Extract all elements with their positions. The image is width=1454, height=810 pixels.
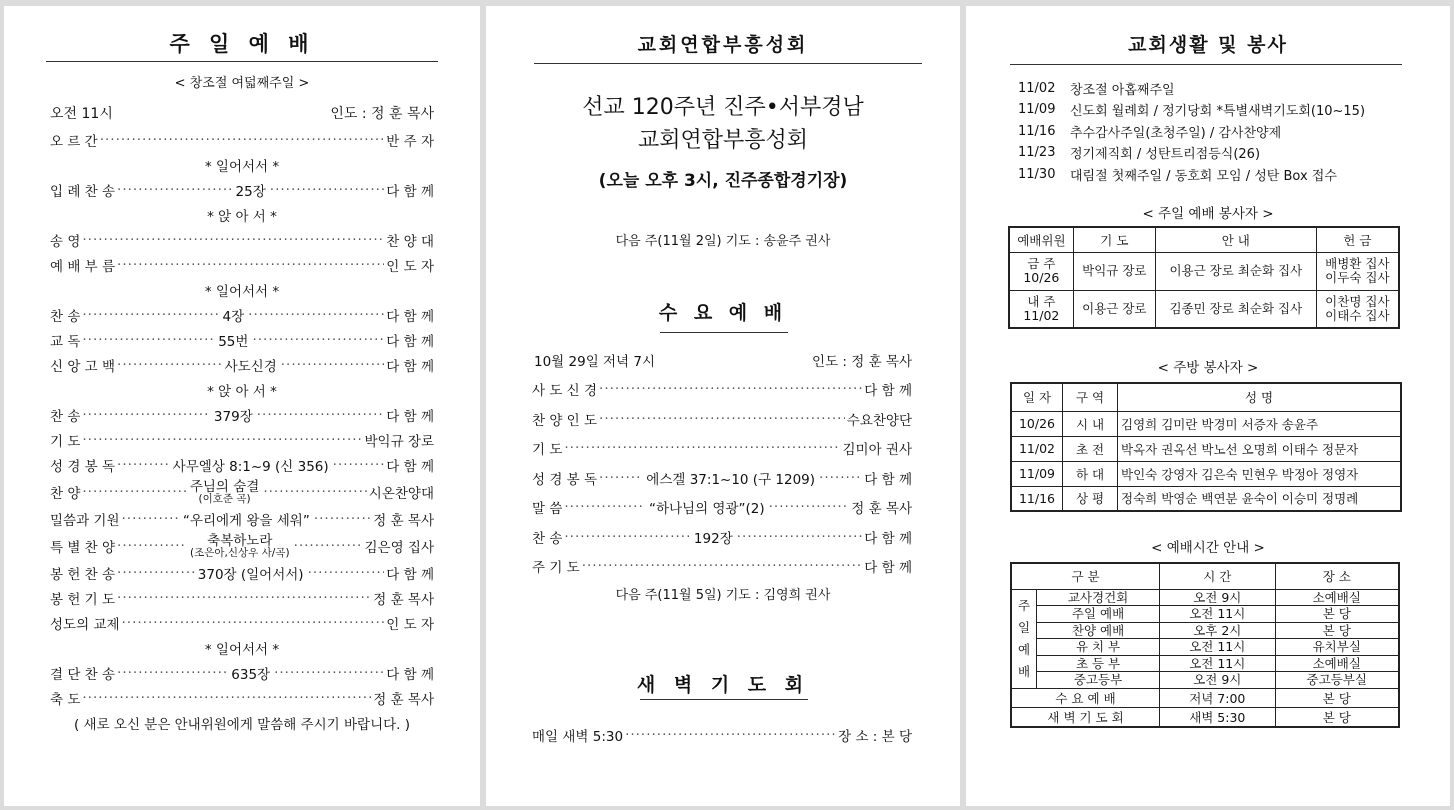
order-label: 성 경 봉 독 (50, 459, 116, 475)
wednesday-row (532, 466, 912, 490)
leader-dots (769, 499, 850, 515)
times-name: 새 벽 기 도 회 (1011, 707, 1160, 727)
times-row (1011, 639, 1399, 656)
order-label: 봉 헌 찬 송 (50, 567, 116, 583)
wednesday-label: 주 기 도 (532, 560, 580, 576)
dawn-underline (640, 699, 808, 700)
wednesday-row (532, 436, 912, 460)
service-times-title: < 예배시간 안내 > (1151, 540, 1265, 556)
order-label: 찬 양 (50, 486, 81, 502)
service-prayer: 이용근 장로 (1073, 290, 1155, 328)
order-detail (188, 480, 262, 505)
kitchen-district: 시 내 (1063, 411, 1118, 436)
service-offering: 이태수 집사 (1325, 307, 1390, 323)
kitchen-date: 11/09 (1011, 461, 1063, 486)
order-detail: 379장 (213, 409, 253, 425)
order-detail: 사도신경 (224, 359, 277, 375)
wednesday-person: 다 함 께 (864, 471, 912, 488)
order-person: 인 도 자 (386, 617, 434, 633)
times-time: 오전 9시 (1160, 589, 1275, 606)
kitchen-names: 박옥자 권옥선 박노선 오명희 이태수 정문자 (1118, 436, 1402, 461)
order-person: 김은영 집사 (364, 540, 435, 556)
wednesday-time: 10월 29일 저녁 7시 (534, 354, 656, 370)
order-detail: 25장 (235, 184, 266, 200)
kitchen-district: 초 전 (1063, 436, 1118, 461)
service-usher: 김종민 장로 최순화 집사 (1155, 290, 1316, 328)
order-row (50, 532, 434, 560)
leader-dots (270, 182, 385, 198)
leader-dots (82, 232, 384, 248)
order-person: 정 훈 목사 (373, 513, 434, 529)
wednesday-person: 다 함 께 (864, 383, 912, 399)
wednesday-next-prayer: 다음 주(11월 5일) 기도 : 김영희 권사 (615, 588, 831, 603)
service-head-cell: 안 내 (1155, 227, 1316, 252)
times-group-char: 배 (1017, 663, 1031, 679)
sunday-leader: 인도 : 정 훈 목사 (330, 106, 434, 122)
times-time: 새벽 5:30 (1160, 707, 1275, 727)
wednesday-label: 사 도 신 경 (532, 383, 598, 399)
leader-dots (117, 665, 227, 681)
wednesday-detail: “하나님의 영광”(2) (648, 501, 765, 517)
kitchen-volunteers-title: < 주방 봉사자 > (1157, 360, 1259, 376)
times-head-cell: 구 분 (1011, 563, 1160, 589)
order-person: 찬 양 대 (386, 234, 434, 250)
order-label: 교 독 (50, 334, 81, 350)
wednesday-person: 김미아 권사 (842, 442, 912, 458)
schedule-date: 11/30 (1018, 166, 1056, 182)
times-place: 소예배실 (1275, 655, 1399, 672)
times-time: 오전 11시 (1160, 606, 1275, 623)
order-detail-sub: (이호준 곡) (198, 492, 251, 505)
dawn-prayer-title: 새 벽 기 도 회 (636, 674, 810, 696)
wednesday-title: 수 요 예 배 (658, 302, 788, 324)
leader-dots (117, 457, 169, 473)
schedule-date: 11/02 (1018, 80, 1056, 96)
wednesday-time-row (534, 350, 912, 370)
leader-dots (82, 690, 371, 706)
section-marker: * 일어서서 * (204, 159, 280, 175)
order-row (50, 561, 434, 585)
section-marker: * 일어서서 * (204, 642, 280, 658)
wednesday-row (532, 525, 912, 549)
section-marker: * 일어서서 * (204, 284, 280, 300)
times-name: 수 요 예 배 (1011, 688, 1160, 707)
times-head-cell: 장 소 (1275, 563, 1399, 589)
service-head-cell: 헌 금 (1316, 227, 1399, 252)
times-time: 오전 11시 (1160, 639, 1275, 656)
times-row (1011, 606, 1399, 623)
wednesday-person: 정 훈 목사 (851, 501, 912, 517)
leader-dots (82, 484, 185, 500)
wednesday-person: 다 함 께 (864, 530, 912, 547)
order-row (50, 611, 434, 635)
order-row (50, 586, 434, 610)
order-person: 다 함 께 (386, 409, 434, 425)
times-name: 찬양 예배 (1037, 622, 1160, 639)
service-offering-cell (1316, 252, 1399, 290)
order-person: 다 함 께 (386, 359, 434, 375)
kitchen-row (1011, 436, 1401, 461)
times-row (1011, 589, 1399, 606)
sunday-subtitle: < 창조절 여덟째주일 > (174, 76, 310, 91)
order-row (50, 686, 434, 710)
kitchen-names: 정숙희 박영순 백연분 윤숙이 이승미 정명례 (1118, 486, 1402, 511)
kitchen-date: 10/26 (1011, 411, 1063, 436)
kitchen-volunteers-table (1010, 382, 1402, 512)
leader-dots (274, 665, 384, 681)
leader-dots (122, 615, 385, 631)
leader-dots (599, 381, 862, 397)
times-row (1011, 672, 1399, 689)
order-detail-main: 주님의 숨결 (189, 478, 260, 495)
kitchen-date: 11/16 (1011, 486, 1063, 511)
order-person: 다 함 께 (386, 184, 434, 200)
leader-dots (281, 357, 385, 373)
leader-dots (582, 558, 863, 574)
leader-dots (82, 307, 218, 323)
order-row (50, 453, 434, 477)
kitchen-district: 하 대 (1063, 461, 1118, 486)
kitchen-row (1011, 486, 1401, 511)
order-person: 다 함 께 (386, 309, 435, 325)
kitchen-names: 김영희 김미란 박경미 서증자 송윤주 (1118, 411, 1402, 436)
times-place: 본 당 (1275, 622, 1399, 639)
order-label: 특 별 찬 양 (50, 540, 116, 556)
order-row (50, 478, 434, 506)
leader-dots (117, 182, 232, 198)
schedule-text: 대림절 첫째주일 / 동호회 모임 / 성탄 Box 접수 (1070, 168, 1337, 184)
order-label: 예 배 부 름 (50, 259, 116, 275)
service-head-cell: 기 도 (1073, 227, 1155, 252)
order-row (50, 507, 434, 531)
order-person: 정 훈 목사 (373, 692, 434, 708)
leader-dots (248, 307, 384, 323)
service-offering: 이찬명 집사 (1325, 293, 1390, 309)
service-date: 11/02 (1023, 307, 1060, 323)
leader-dots (564, 499, 645, 515)
order-person: 다 함 께 (386, 459, 434, 475)
leader-dots (122, 511, 179, 527)
leader-dots (819, 470, 862, 486)
times-place: 유치부실 (1275, 639, 1399, 656)
leader-dots (117, 590, 371, 606)
schedule-date: 11/23 (1018, 145, 1056, 160)
times-row (1011, 655, 1399, 672)
times-head-cell: 시 간 (1160, 563, 1275, 589)
schedule-item (1018, 164, 1337, 184)
order-detail: 55번 (218, 334, 249, 350)
leader-dots (117, 538, 186, 554)
wednesday-row (532, 495, 912, 519)
order-person: 반 주 자 (386, 134, 434, 150)
order-row (50, 128, 434, 152)
section-marker: ( 새로 오신 분은 안내위원에게 말씀해 주시기 바랍니다. ) (73, 717, 411, 733)
revival-title: 교회연합부흥성회 (637, 34, 809, 56)
order-person: 인 도 자 (386, 259, 434, 275)
wednesday-detail: 에스겔 37:1~10 (구 1209) (646, 471, 816, 488)
wednesday-person: 다 함 께 (864, 560, 912, 576)
times-group-cell (1011, 589, 1037, 688)
order-label: 축 도 (50, 692, 81, 708)
service-head-cell: 예배위원 (1009, 227, 1073, 252)
times-name: 중고등부 (1037, 672, 1160, 689)
times-time: 저녁 7:00 (1160, 688, 1275, 707)
wednesday-detail: 192장 (693, 530, 733, 547)
leader-dots (257, 407, 385, 423)
wednesday-row (532, 407, 912, 431)
service-week-cell (1009, 290, 1073, 328)
wednesday-row (532, 377, 912, 401)
church-life-underline (1010, 64, 1402, 65)
service-date: 10/26 (1023, 270, 1060, 285)
schedule-text: 신도회 월례회 / 정기당회 *특별새벽기도회(10~15) (1070, 104, 1366, 119)
leader-dots (82, 432, 362, 448)
order-label: 성도의 교제 (50, 617, 120, 633)
church-life-title: 교회생활 및 봉사 (1128, 34, 1288, 56)
leader-dots (263, 484, 366, 500)
wednesday-leader: 인도 : 정 훈 목사 (812, 354, 912, 370)
service-offering: 이두숙 집사 (1325, 270, 1390, 285)
panel-revival (486, 6, 960, 806)
order-person: 시온찬양대 (368, 486, 434, 502)
schedule-item (1018, 143, 1260, 163)
leader-dots (625, 727, 836, 743)
kitchen-row (1011, 411, 1401, 436)
revival-headline-2: 교회연합부흥성회 (637, 128, 809, 153)
order-label: 송 영 (50, 234, 81, 250)
order-detail (188, 534, 292, 559)
order-row (50, 328, 434, 352)
times-time: 오후 2시 (1160, 622, 1275, 639)
kitchen-row (1011, 461, 1401, 486)
kitchen-head-cell: 구 역 (1063, 383, 1118, 411)
schedule-item (1018, 121, 1281, 141)
wednesday-label: 기 도 (532, 442, 563, 458)
schedule-text: 정기제직회 / 성탄트리점등식(26) (1070, 147, 1261, 162)
service-prayer: 박익규 장로 (1073, 252, 1155, 290)
section-marker: * 앉 아 서 * (207, 384, 277, 400)
service-volunteers-title: < 주일 예배 봉사자 > (1142, 206, 1274, 222)
wednesday-label: 찬 송 (532, 530, 563, 547)
leader-dots (333, 457, 385, 473)
leader-dots (308, 565, 385, 581)
order-detail: 635장 (231, 667, 271, 683)
times-row (1011, 622, 1399, 639)
wednesday-label: 성 경 봉 독 (532, 471, 598, 488)
wednesday-label: 찬 양 인 도 (532, 412, 598, 429)
leader-dots (82, 332, 214, 348)
order-person: 정 훈 목사 (373, 592, 434, 608)
leader-dots (100, 132, 385, 148)
kitchen-head-cell: 성 명 (1118, 383, 1402, 411)
order-label: 결 단 찬 송 (50, 667, 116, 683)
times-group-char: 예 (1017, 641, 1031, 657)
schedule-text: 창조절 아홉째주일 (1070, 82, 1175, 98)
schedule-date: 11/16 (1018, 123, 1056, 139)
order-person: 다 함 께 (386, 334, 435, 350)
order-row (50, 403, 434, 427)
schedule-date: 11/09 (1018, 102, 1056, 117)
revival-headline-3: (오늘 오후 3시, 진주종합경기장) (598, 171, 848, 191)
order-person: 박익규 장로 (364, 434, 434, 450)
times-name: 주일 예배 (1037, 606, 1160, 623)
order-person: 다 함 께 (386, 567, 435, 583)
sunday-time-row (50, 103, 434, 123)
times-row (1011, 688, 1399, 707)
kitchen-date: 11/02 (1011, 436, 1063, 461)
leader-dots (737, 529, 863, 545)
times-time: 오전 11시 (1160, 655, 1275, 672)
order-row (50, 303, 434, 327)
order-person: 다 함 께 (386, 667, 435, 683)
revival-next-prayer: 다음 주(11월 2일) 기도 : 송윤주 권사 (615, 234, 831, 249)
leader-dots (294, 538, 363, 554)
leader-dots (117, 565, 194, 581)
dawn-time: 매일 새벽 5:30 (532, 729, 624, 745)
service-offering: 배병환 집사 (1325, 256, 1390, 271)
leader-dots (599, 470, 642, 486)
order-detail: 4장 (222, 309, 245, 325)
order-detail: 370장 (일어서서) (197, 567, 304, 583)
service-week: 금 주 (1027, 256, 1056, 271)
service-times-table (1010, 562, 1400, 728)
title-underline (46, 61, 438, 62)
service-usher: 이용근 장로 최순화 집사 (1155, 252, 1316, 290)
service-week: 내 주 (1027, 293, 1056, 309)
times-place: 본 당 (1275, 606, 1399, 623)
times-group-char: 주 (1017, 597, 1031, 613)
order-detail: 사무엘상 8:1~9 (신 356) (172, 459, 329, 475)
times-place: 중고등부실 (1275, 672, 1399, 689)
revival-headline-1: 선교 120주년 진주•서부경남 (582, 95, 864, 120)
service-offering-cell (1316, 290, 1399, 328)
wednesday-person: 수요찬양단 (846, 412, 912, 429)
order-row (50, 228, 434, 252)
kitchen-district: 상 평 (1063, 486, 1118, 511)
leader-dots (82, 407, 210, 423)
times-row (1011, 707, 1399, 727)
kitchen-names: 박인숙 강영자 김은숙 민현우 박정아 정영자 (1118, 461, 1402, 486)
order-label: 밀씀과 기원 (50, 513, 120, 529)
times-time: 오전 9시 (1160, 672, 1275, 689)
times-place: 본 당 (1275, 688, 1399, 707)
panel-church-life (966, 6, 1450, 806)
schedule-text: 추수감사주일(초청주일) / 감사찬양제 (1070, 125, 1282, 141)
panel-sunday-worship (4, 6, 480, 806)
times-name: 교사경건회 (1037, 589, 1160, 606)
order-row (50, 253, 434, 277)
leader-dots (564, 440, 840, 456)
schedule-item (1018, 100, 1365, 120)
leader-dots (117, 357, 221, 373)
times-place: 본 당 (1275, 707, 1399, 727)
times-name: 초 등 부 (1037, 655, 1160, 672)
order-detail-sub: (조은아,신상우 사/곡) (190, 546, 290, 559)
order-row (50, 661, 434, 685)
leader-dots (252, 332, 384, 348)
order-row (50, 353, 434, 377)
order-label: 찬 송 (50, 409, 81, 425)
wednesday-underline (660, 332, 788, 333)
sunday-worship-title: 주 일 예 배 (169, 32, 315, 56)
leader-dots (117, 257, 384, 273)
order-label: 입 례 찬 송 (50, 184, 116, 200)
order-row (50, 428, 434, 452)
dawn-row (532, 725, 912, 745)
order-detail: “우리에게 왕을 세워” (182, 513, 310, 529)
revival-underline (534, 63, 922, 64)
order-label: 봉 헌 기 도 (50, 592, 116, 608)
order-label: 기 도 (50, 434, 81, 450)
service-volunteers-table (1008, 226, 1400, 329)
times-name: 유 치 부 (1037, 639, 1160, 656)
order-detail-main: 축복하노라 (207, 532, 273, 549)
order-label: 오 르 간 (50, 134, 98, 150)
leader-dots (564, 529, 690, 545)
wednesday-row (532, 554, 912, 578)
times-place: 소예배실 (1275, 589, 1399, 606)
kitchen-head-cell: 일 자 (1011, 383, 1063, 411)
leader-dots (599, 411, 845, 427)
sunday-time: 오전 11시 (50, 106, 113, 122)
section-marker: * 앉 아 서 * (207, 209, 277, 225)
order-label: 찬 송 (50, 309, 81, 325)
order-label: 신 앙 고 백 (50, 359, 116, 375)
service-week-cell (1009, 252, 1073, 290)
times-group-char: 일 (1017, 619, 1031, 635)
dawn-place: 장 소 : 본 당 (838, 729, 912, 745)
leader-dots (314, 511, 371, 527)
order-row (50, 178, 434, 202)
wednesday-label: 말 씀 (532, 501, 563, 517)
schedule-item (1018, 78, 1175, 98)
